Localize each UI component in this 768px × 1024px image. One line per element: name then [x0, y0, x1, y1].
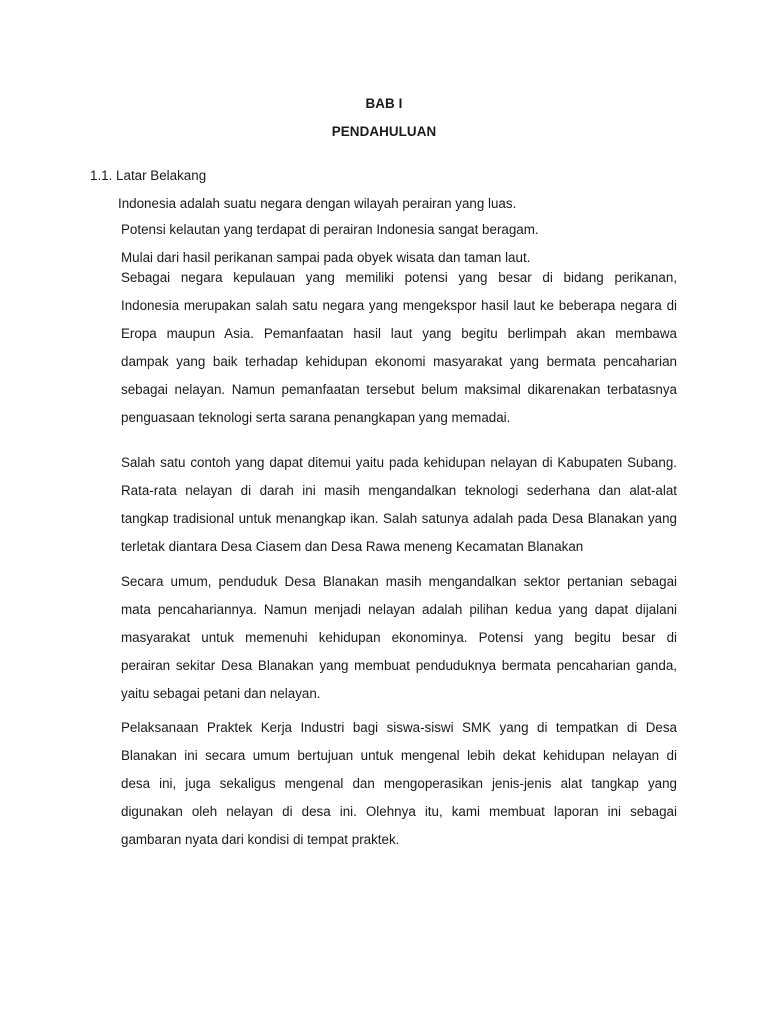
paragraph-line: tangkap tradisional untuk menangkap ikan. Salah satunya adalah pada Desa Blanakan yang [121, 511, 677, 526]
paragraph-line: penguasaan teknologi serta sarana penangkapan yang memadai. [121, 410, 511, 425]
paragraph-line: yaitu sebagai petani dan nelayan. [121, 686, 321, 701]
paragraph-line: Secara umum, penduduk Desa Blanakan masih mengandalkan sektor pertanian sebagai [121, 574, 677, 589]
paragraph-line: perairan sekitar Desa Blanakan yang membuat penduduknya bermata pencaharian ganda, [121, 658, 677, 673]
paragraph-line: Pelaksanaan Praktek Kerja Industri bagi siswa-siswi SMK yang di tempatkan di Desa [121, 720, 677, 735]
paragraph-line: digunakan oleh nelayan di desa ini. Olehnya itu, kami membuat laporan ini sebagai [121, 804, 677, 819]
paragraph-line: mata pencahariannya. Namun menjadi nelayan adalah pilihan kedua yang dapat dijalani [121, 602, 677, 617]
paragraph-line: Blanakan ini secara umum bertujuan untuk mengenal lebih dekat kehidupan nelayan di [121, 748, 677, 763]
chapter-number: BAB I [365, 96, 403, 111]
paragraph-line: gambaran nyata dari kondisi di tempat praktek. [121, 832, 400, 847]
paragraph-line: desa ini, juga sekaligus mengenal dan mengoperasikan jenis-jenis alat tangkap yang [121, 776, 677, 791]
paragraph-subang-example [121, 454, 677, 566]
chapter-title: PENDAHULUAN [331, 124, 437, 139]
paragraph-line: Rata-rata nelayan di darah ini masih mengandalkan teknologi sederhana dan alat-alat [121, 483, 677, 498]
paragraph-internship-purpose [121, 719, 677, 859]
paragraph-line: terletak diantara Desa Ciasem dan Desa Rawa meneng Kecamatan Blanakan [121, 539, 584, 554]
paragraph-fisheries-potential [121, 269, 677, 437]
intro-line: Mulai dari hasil perikanan sampai pada obyek wisata dan taman laut. [121, 250, 531, 265]
intro-line: Potensi kelautan yang terdapat di perairan Indonesia sangat beragam. [121, 222, 539, 237]
section-title: 1.1. Latar Belakang [90, 168, 207, 183]
paragraph-line: Indonesia merupakan salah satu negara yang mengekspor hasil laut ke beberapa negara di [121, 298, 677, 313]
paragraph-line: sebagai nelayan. Namun pemanfaatan tersebut belum maksimal dikarenakan terbatasnya [121, 382, 677, 397]
paragraph-blanakan-livelihood [121, 573, 677, 713]
paragraph-line: masyarakat untuk memenuhi kehidupan ekonominya. Potensi yang begitu besar di [121, 630, 677, 645]
paragraph-line: dampak yang baik terhadap kehidupan ekonomi masyarakat yang bermata pencaharian [121, 354, 677, 369]
intro-line: Indonesia adalah suatu negara dengan wilayah perairan yang luas. [118, 196, 517, 211]
paragraph-line: Sebagai negara kepulauan yang memiliki potensi yang besar di bidang perikanan, [121, 270, 677, 285]
paragraph-line: Eropa maupun Asia. Pemanfaatan hasil laut yang begitu berlimpah akan membawa [121, 326, 677, 341]
paragraph-line: Salah satu contoh yang dapat ditemui yaitu pada kehidupan nelayan di Kabupaten Subang. [121, 455, 677, 470]
